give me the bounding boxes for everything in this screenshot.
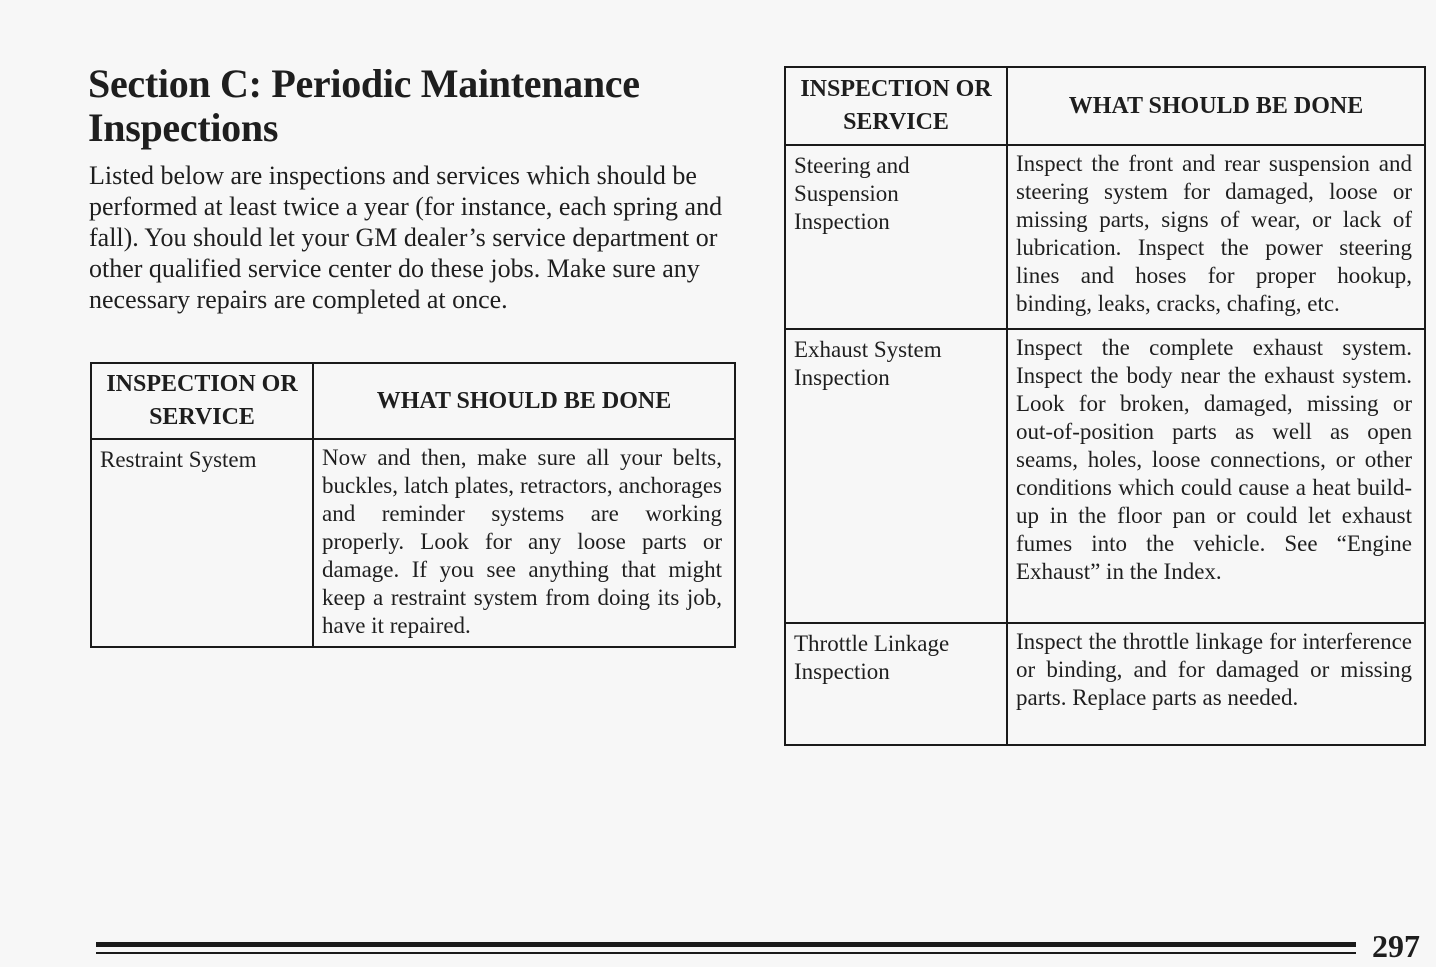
right-header-inspection: INSPECTION OR SERVICE bbox=[785, 67, 1007, 145]
table-row bbox=[91, 439, 735, 647]
right-header-what-should-be-done: WHAT SHOULD BE DONE bbox=[1007, 67, 1425, 145]
row-item-throttle-linkage: Throttle Linkage Inspection bbox=[785, 623, 1007, 745]
row-item-restraint-system: Restraint System bbox=[91, 439, 313, 647]
left-inspection-table bbox=[90, 362, 736, 648]
row-item-exhaust-system: Exhaust System Inspection bbox=[785, 329, 1007, 623]
table-row bbox=[785, 329, 1425, 623]
table-row bbox=[785, 145, 1425, 329]
right-inspection-table bbox=[784, 66, 1426, 746]
row-action-steering-suspension: Inspect the front and rear suspension and steering system for damaged, loose or missing parts, signs of wear, or lack of lubrication. Inspect the power steering lines and hoses for proper hookup, binding, leaks, cracks, chafing, etc. bbox=[1007, 145, 1425, 329]
footer-rule-thin bbox=[96, 952, 1356, 954]
left-header-inspection: INSPECTION OR SERVICE bbox=[91, 363, 313, 439]
row-action-throttle-linkage: Inspect the throttle linkage for interference or binding, and for damaged or missing parts. Replace parts as needed. bbox=[1007, 623, 1425, 745]
left-header-what-should-be-done: WHAT SHOULD BE DONE bbox=[313, 363, 735, 439]
footer-rule-thick bbox=[96, 942, 1356, 947]
page-number: 297 bbox=[1372, 928, 1420, 964]
row-item-steering-suspension: Steering and Suspension Inspection bbox=[785, 145, 1007, 329]
table-row bbox=[785, 623, 1425, 745]
row-action-exhaust-system: Inspect the complete exhaust system. Inspect the body near the exhaust system. Look for broken, damaged, missing or out-of-position parts as well as open seams, holes, loose connections, or other conditions which could cause a heat build-up in the floor pan or could let exhaust fumes into the vehicle. See “Engine Exhaust” in the Index. bbox=[1007, 329, 1425, 623]
section-title: Section C: Periodic Maintenance Inspections bbox=[88, 61, 640, 150]
row-action-restraint-system: Now and then, make sure all your belts, buckles, latch plates, retractors, anchorages and reminder systems are working properly. Look for any loose parts or damage. If you see anything that might keep a restraint system from doing its job, have it repaired. bbox=[313, 439, 735, 647]
intro-paragraph: Listed below are inspections and services which should be performed at least twice a year (for instance, each spring and fall). You should let your GM dealer’s service department or other qualified service center do these jobs. Make sure any necessary repairs are completed at once. bbox=[89, 161, 723, 314]
